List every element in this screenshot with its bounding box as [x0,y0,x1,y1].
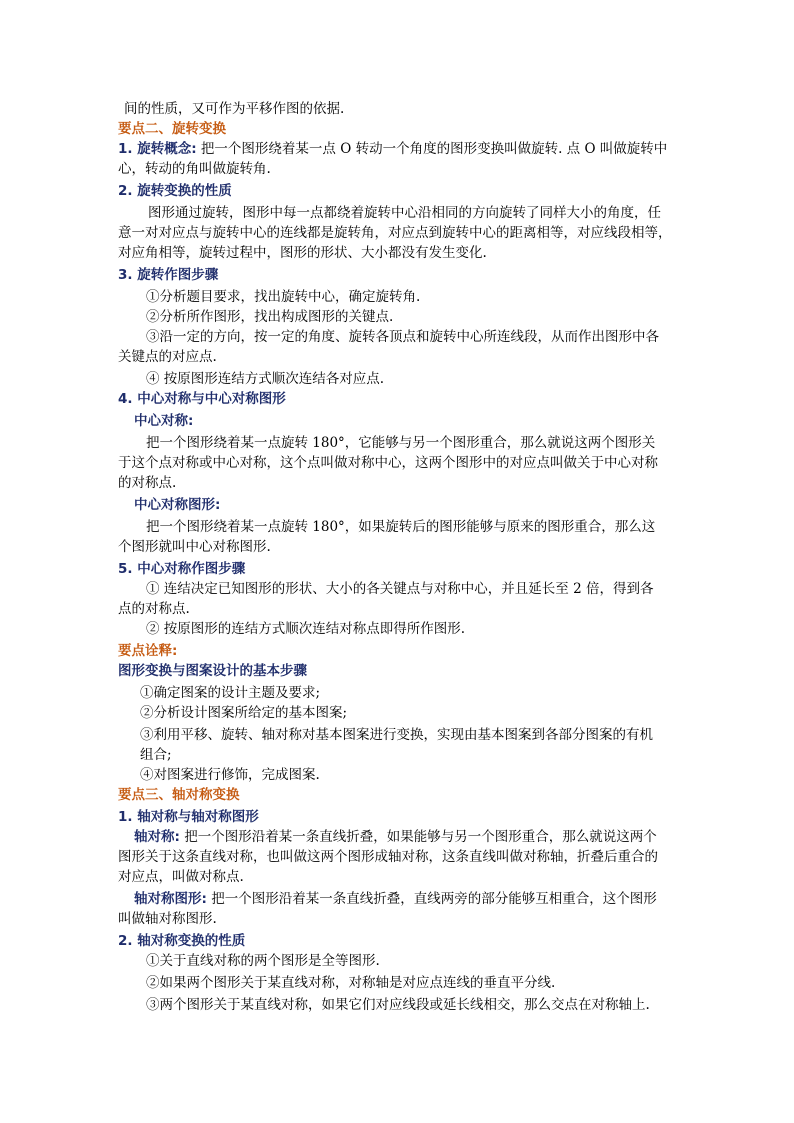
step-item: ② 按原图形的连结方式顺次连结对称点即得所作图形. [146,621,466,637]
term-label: 中心对称图形: [134,497,221,513]
body-line: 的对称点. [118,475,177,491]
body-line: 点的对称点. [118,601,190,617]
body-line: 意一对对应点与旋转中心的连线都是旋转角，对应点到旋转中心的距离相等，对应线段相等， [118,225,672,241]
definition-line [134,890,657,908]
step-item: ①分析题目要求，找出旋转中心，确定旋转角. [146,289,421,305]
body-line: 关键点的对应点. [118,349,217,365]
body-line: 个图形就叫中心对称图形. [118,539,271,555]
body-line: 把一个图形绕着某一点旋转 180°，它能够与另一个图形重合，那么就说这两个图形关 [146,435,656,451]
body-line: 对应点，叫做对称点. [118,869,244,885]
body-line: 组合; [140,747,172,763]
step-item: ①确定图案的设计主题及要求; [140,685,321,701]
body-line: 叫做轴对称图形. [118,911,217,927]
step-item: ① 连结决定已知图形的形状、大小的各关键点与对称中心，并且延长至 2 倍，得到各 [146,581,654,597]
step-item: ②如果两个图形关于某直线对称，对称轴是对应点连线的垂直平分线. [146,975,556,991]
body-line: 图形关于这条直线对称，也叫做这两个图形成轴对称，这条直线叫做对称轴，折叠后重合的 [118,849,658,865]
step-item: ④ 按原图形连结方式顺次连结各对应点. [146,371,385,387]
definition-text: 把一个图形沿着某一条直线折叠，如果能够与另一个图形重合，那么就说这两个 [179,829,657,845]
definition-text: 把一个图形绕着某一点 O 转动一个角度的图形变换叫做旋转. 点 O 叫做旋转中 [196,141,668,157]
section-heading: 要点二、旋转变换 [118,121,226,137]
subsection-heading: 2. 轴对称变换的性质 [118,933,246,949]
subsection-heading: 3. 旋转作图步骤 [118,267,219,283]
term-label: 轴对称图形: [134,891,207,907]
body-line: 心，转动的角叫做旋转角. [118,161,271,177]
term-label: 中心对称: [134,413,194,429]
body-line: 于这个点对称或中心对称，这个点叫做对称中心，这两个图形中的对应点叫做关于中心对称 [118,455,658,471]
step-item: ①关于直线对称的两个图形是全等图形. [146,953,380,969]
step-item: ②分析设计图案所给定的基本图案; [140,705,348,721]
definition-text: 把一个图形沿着某一条直线折叠，直线两旁的部分能够互相重合，这个图形 [206,891,657,907]
term-label: 轴对称: [134,829,180,845]
step-item: ②分析所作图形，找出构成图形的关键点. [146,309,394,325]
step-item: ③利用平移、旋转、轴对称对基本图案进行变换，实现由基本图案到各部分图案的有机 [140,727,653,743]
subsection-heading: 1. 轴对称与轴对称图形 [118,809,259,825]
note-heading: 要点诠释: [118,643,178,659]
definition-line [134,828,657,846]
definition-line [118,140,667,158]
subsection-heading: 图形变换与图案设计的基本步骤 [118,663,307,679]
body-line: 把一个图形绕着某一点旋转 180°，如果旋转后的图形能够与原来的图形重合，那么这 [146,519,656,535]
subsection-heading: 4. 中心对称与中心对称图形 [118,391,286,407]
body-line: 间的性质，又可作为平移作图的依据. [124,101,345,117]
term-label: 1. 旋转概念: [118,141,197,157]
body-line: 对应角相等，旋转过程中，图形的形状、大小都没有发生变化. [118,245,487,261]
section-heading: 要点三、轴对称变换 [118,787,240,803]
subsection-heading: 2. 旋转变换的性质 [118,183,232,199]
step-item: ③沿一定的方向，按一定的角度、旋转各顶点和旋转中心所连线段，从而作出图形中各 [146,329,659,345]
step-item: ④对图案进行修饰，完成图案. [140,767,320,783]
step-item: ③两个图形关于某直线对称，如果它们对应线段或延长线相交，那么交点在对称轴上. [146,997,650,1013]
body-line: 图形通过旋转，图形中每一点都绕着旋转中心沿相同的方向旋转了同样大小的角度，任 [148,205,661,221]
subsection-heading: 5. 中心对称作图步骤 [118,561,246,577]
